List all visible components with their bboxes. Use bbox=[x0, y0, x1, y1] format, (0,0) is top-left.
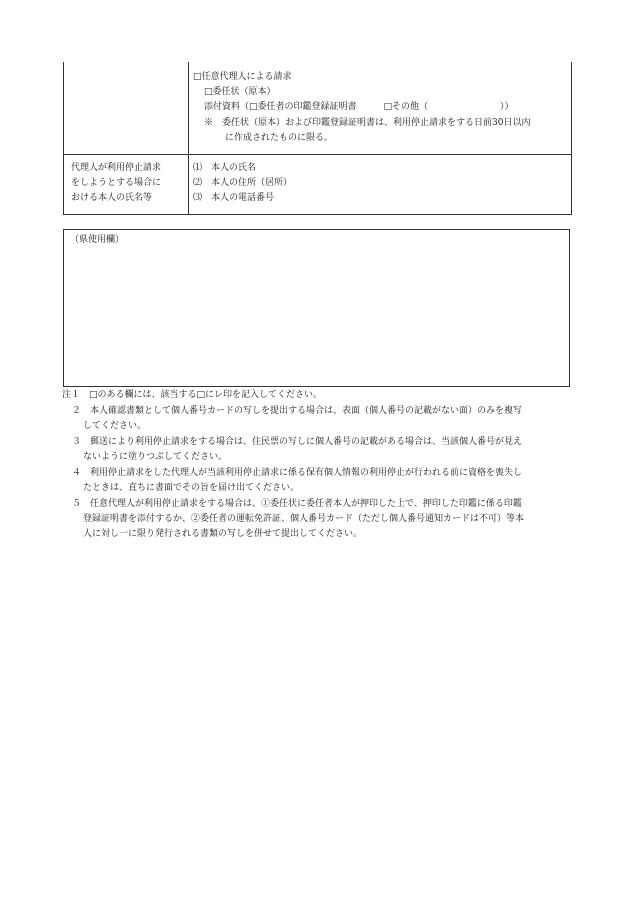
note-2-line-1: ２ 本人確認書類として個人番号カードの写しを提出する場合は、表面（個人番号の記載がない面）のみを複写 bbox=[72, 406, 523, 416]
note-5-line-2: 登録証明書を添付するか、②委任者の運転免許証、個人番号カード（ただし個人番号通知カードは不可）等本 bbox=[83, 514, 525, 524]
remark-line-2: に作成されたものに限る。 bbox=[225, 133, 334, 143]
note-3-line-2: ないように塗りつぶしてください。 bbox=[83, 452, 228, 462]
principal-phone-item: ⑶ 本人の電話番号 bbox=[193, 193, 275, 203]
principal-header-line-1: 代理人が利用停止請求 bbox=[71, 163, 162, 173]
note-4-line-2: たときは、直ちに書面でその旨を届け出てください。 bbox=[83, 483, 300, 493]
note-5-line-3: 人に対し一に限り発行される書類の写しを併せて提出してください。 bbox=[83, 529, 363, 539]
note-4-line-1: ４ 利用停止請求をした代理人が当該利用停止請求に係る保有個人情報の利用停止が行われる前に資格を喪失し bbox=[72, 468, 523, 478]
principal-header-line-3: おける本人の氏名等 bbox=[71, 193, 153, 203]
attachments-line: 添付資料（□委任者の印鑑登録証明書 □その他（ ）） bbox=[204, 102, 514, 112]
principal-address-item: ⑵ 本人の住所（居所） bbox=[193, 178, 293, 188]
prefecture-use-box bbox=[63, 229, 570, 387]
table-row-divider bbox=[64, 154, 571, 155]
principal-name-item: ⑴ 本人の氏名 bbox=[193, 163, 257, 173]
proxy-request-option: □任意代理人による請求 bbox=[193, 72, 292, 82]
note-2-line-2: してください。 bbox=[83, 421, 147, 431]
table-column-divider bbox=[188, 62, 189, 214]
power-of-attorney-option: □委任状（原本） bbox=[204, 87, 276, 97]
note-5-line-1: ５ 任意代理人が利用停止請求をする場合は、①委任状に委任者本人が押印した上で、押印した印鑑に係る印鑑 bbox=[72, 499, 522, 509]
prefecture-use-label: （県使用欄） bbox=[70, 235, 125, 245]
remark-line-1: ※ 委任状（原本）および印鑑登録証明書は、利用停止請求をする日前30日以内 bbox=[204, 118, 531, 128]
note-1: 注１ □のある欄には、該当する□にレ印を記入してください。 bbox=[62, 390, 323, 400]
note-3-line-1: ３ 郵送により利用停止請求をする場合は、住民票の写しに個人番号の記載がある場合は、当該個人番号が見え bbox=[72, 437, 523, 447]
principal-header-line-2: をしようとする場合に bbox=[71, 178, 162, 188]
